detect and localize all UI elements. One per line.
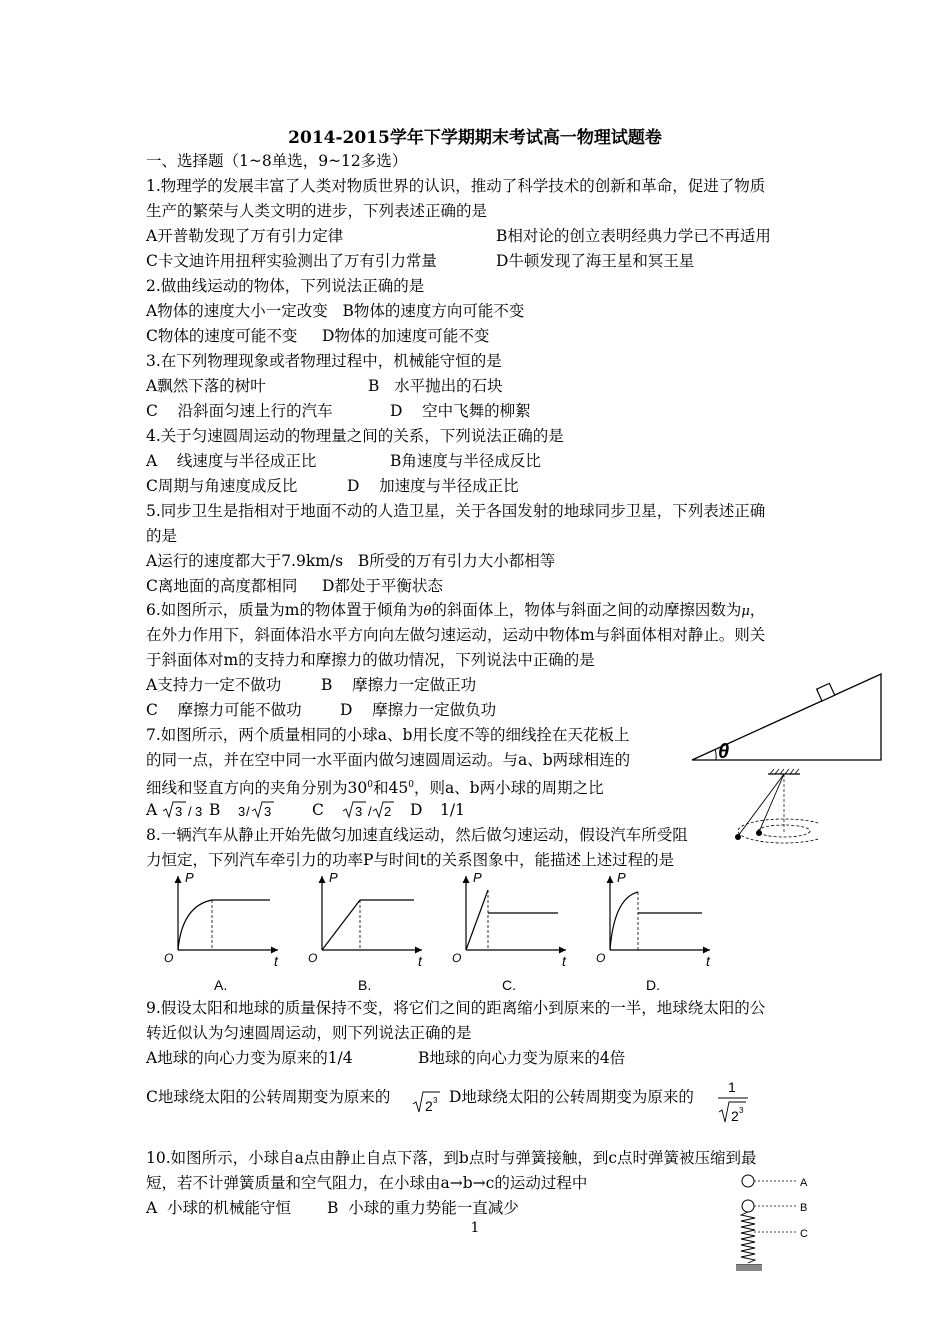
q5-options-cd: C离地面的高度都相同 D都处于平衡状态 [146,577,443,595]
spring-label-b: B [800,1202,808,1214]
q6-text-b: 的斜面体上，物体与斜面之间的动摩擦因数为 [431,601,742,619]
graph-b-label: B. [358,977,372,993]
q9c-exp: 3 [433,1096,438,1105]
question-10-stem: 10.如图所示，小球自a点由静止自点下落，到b点时与弹簧接触，到c点时弹簧被压缩到最 [146,1149,757,1167]
question-7-stem: 7.如图所示，两个质量相同的小球a、b用长度不等的细线拴在天花板上 [146,726,630,744]
question-7-stem-cont2 [146,775,604,798]
graph-d-label: D. [646,977,660,993]
q7-option-d-value: 1/1 [440,801,465,819]
q3-option-d: D 空中飞舞的柳絮 [390,402,531,420]
graph-d [596,870,711,993]
q7-option-b-formula [236,799,280,821]
q3-option-a: A飘然下落的树叶 [146,377,266,395]
graph-d-o: O [596,951,606,965]
q7a-radicand: 3 [175,804,183,819]
q7-option-a-label: A [146,801,158,819]
question-8-stem: 8.一辆汽车从静止开始先做匀加速直线运动，然后做匀速运动，假设汽车所受阻 [146,826,688,844]
q6-theta: θ [423,604,432,619]
q9-option-d-formula [716,1078,750,1128]
q9d-base: 2 [731,1108,739,1124]
q4-option-a: A 线速度与半径成正比 [146,452,317,470]
question-3-stem: 3.在下列物理现象或者物理过程中，机械能守恒的是 [146,352,502,370]
graph-b-p: P [329,870,338,885]
q9d-num: 1 [728,1079,736,1095]
question-9-stem-cont: 转近似认为匀速圆周运动，则下列说法正确的是 [146,1024,472,1042]
question-4-stem: 4.关于匀速圆周运动的物理量之间的关系，下列说法正确的是 [146,427,564,445]
q7b-num: 3 [238,804,246,819]
question-1-stem-cont: 生产的繁荣与人类文明的进步，下列表述正确的是 [146,202,488,220]
q6-mu: μ [741,604,750,619]
q6-text-a: 6.如图所示，质量为m的物体置于倾角为 [146,601,424,619]
spring-label-c: C [800,1228,808,1240]
incline-figure [688,668,888,766]
graph-a-p: P [185,870,194,885]
q4-option-d: D 加速度与半径成正比 [347,477,519,495]
graph-a-o: O [164,951,174,965]
question-9-stem: 9.假设太阳和地球的质量保持不变，将它们之间的距离缩小到原来的一半，地球绕太阳的公 [146,999,766,1017]
q7-text-c: ，则a、b两小球的周期之比 [413,779,604,798]
q9-option-c: C地球绕太阳的公转周期变为原来的 [146,1088,391,1106]
question-1-stem: 1.物理学的发展丰富了人类对物质世界的认识，推动了科学技术的创新和革命，促进了物质 [146,177,766,195]
q7a-slash: / [188,804,192,819]
q6-option-d: D 摩擦力一定做负功 [340,701,497,719]
question-5-stem-cont: 的是 [146,527,178,545]
question-6-stem-cont2: 于斜面体对m的支持力和摩擦力的做功情况，下列说法中正确的是 [146,651,595,669]
q7c-radicand: 3 [355,804,363,819]
q6-text-c: ， [749,601,766,619]
q4-option-c: C周期与角速度成反比 [146,477,298,495]
q7-text-a: 细线和竖直方向的夹角分别为30 [146,779,368,798]
section-heading: 一、选择题（1~8单选，9~12多选） [146,152,408,170]
graph-b-o: O [308,951,318,965]
q9-option-d: D地球绕太阳的公转周期变为原来的 [449,1088,694,1106]
q1-option-d: D牛顿发现了海王星和冥王星 [496,252,695,270]
q3-option-c: C 沿斜面匀速上行的汽车 [146,402,333,420]
q9-option-c-formula [412,1082,442,1120]
page-number: 1 [470,1220,480,1236]
q7-option-a-formula [162,799,206,821]
q6-option-c: C 摩擦力可能不做功 [146,701,302,719]
graph-a-t: t [274,953,278,969]
question-7-stem-cont: 的同一点，并在空中同一水平面内做匀速圆周运动。与a、b两球相连的 [146,751,631,769]
q1-option-b: B相对论的创立表明经典力学已不再适用 [496,227,771,245]
spring-label-a: A [800,1177,808,1189]
graph-c-p: P [473,870,482,885]
q2-options-cd: C物体的速度可能不变 D物体的加速度可能不变 [146,327,490,345]
page-title: 2014-2015学年下学期期末考试高一物理试题卷 [288,128,662,148]
q6-option-a: A支持力一定不做功 [146,676,282,694]
q9d-exp: 3 [739,1106,744,1115]
q7-text-b: 和45 [372,779,409,798]
graph-c-label: C. [502,977,516,993]
question-10-stem-cont: 短，若不计弹簧质量和空气阻力，在小球由a→b→c的运动过程中 [146,1174,588,1192]
graph-d-p: P [617,870,626,885]
q10-option-a: A 小球的机械能守恒 [146,1199,292,1217]
graph-b [308,870,423,993]
question-2-stem: 2.做曲线运动的物体，下列说法正确的是 [146,277,425,295]
q6-option-b: B 摩擦力一定做正功 [321,676,477,694]
graph-d-t: t [706,953,710,969]
q4-option-b: B角速度与半径成反比 [390,452,541,470]
q9-option-a: A地球的向心力变为原来的1/4 [146,1049,353,1067]
graph-a-label: A. [214,977,228,993]
q7-option-d-label: D [410,801,423,819]
q7-option-b-label: B [209,801,221,819]
graph-c-t: t [562,953,566,969]
q7b-slash: / [246,804,250,819]
q5-options-ab: A运行的速度都大于7.9km/s B所受的万有引力大小都相等 [146,552,556,570]
q10-option-b: B 小球的重力势能一直减少 [327,1199,519,1217]
q9-option-b: B地球的向心力变为原来的4倍 [418,1049,626,1067]
question-8-stem-cont: 力恒定，下列汽车牵引力的功率P与时间t的关系图象中，能描述上述过程的是 [146,851,675,869]
q7-deg2: 0 [408,780,414,790]
q7a-den: 3 [195,804,203,819]
q7c-radicand2: 2 [384,804,392,819]
question-6-stem [146,600,765,622]
q1-option-c: C卡文迪许用扭秤实验测出了万有引力常量 [146,252,437,270]
conical-pendulum-figure [730,768,818,854]
q7-option-c-label: C [312,801,324,819]
graph-b-t: t [418,953,422,969]
graph-c [452,870,567,993]
q7-deg1: 0 [367,780,373,790]
graph-a [164,870,279,993]
q3-option-b: B 水平抛出的石块 [368,377,503,395]
graph-c-o: O [452,951,462,965]
question-5-stem: 5.同步卫生是指相对于地面不动的人造卫星，关于各国发射的地球同步卫星，下列表述正确 [146,502,766,520]
q7-option-c-formula [342,799,394,821]
q7c-slash: / [368,804,372,819]
question-6-stem-cont: 在外力作用下，斜面体沿水平方向向左做匀速运动，运动中物体m与斜面体相对静止。则关 [146,626,766,644]
q2-options-ab: A物体的速度大小一定改变 B物体的速度方向可能不变 [146,302,525,320]
power-time-graphs [160,870,730,995]
q9c-base: 2 [425,1098,433,1114]
q7b-radicand: 3 [264,804,272,819]
q1-option-a: A开普勒发现了万有引力定律 [146,227,344,245]
incline-angle-label: θ [718,741,730,763]
